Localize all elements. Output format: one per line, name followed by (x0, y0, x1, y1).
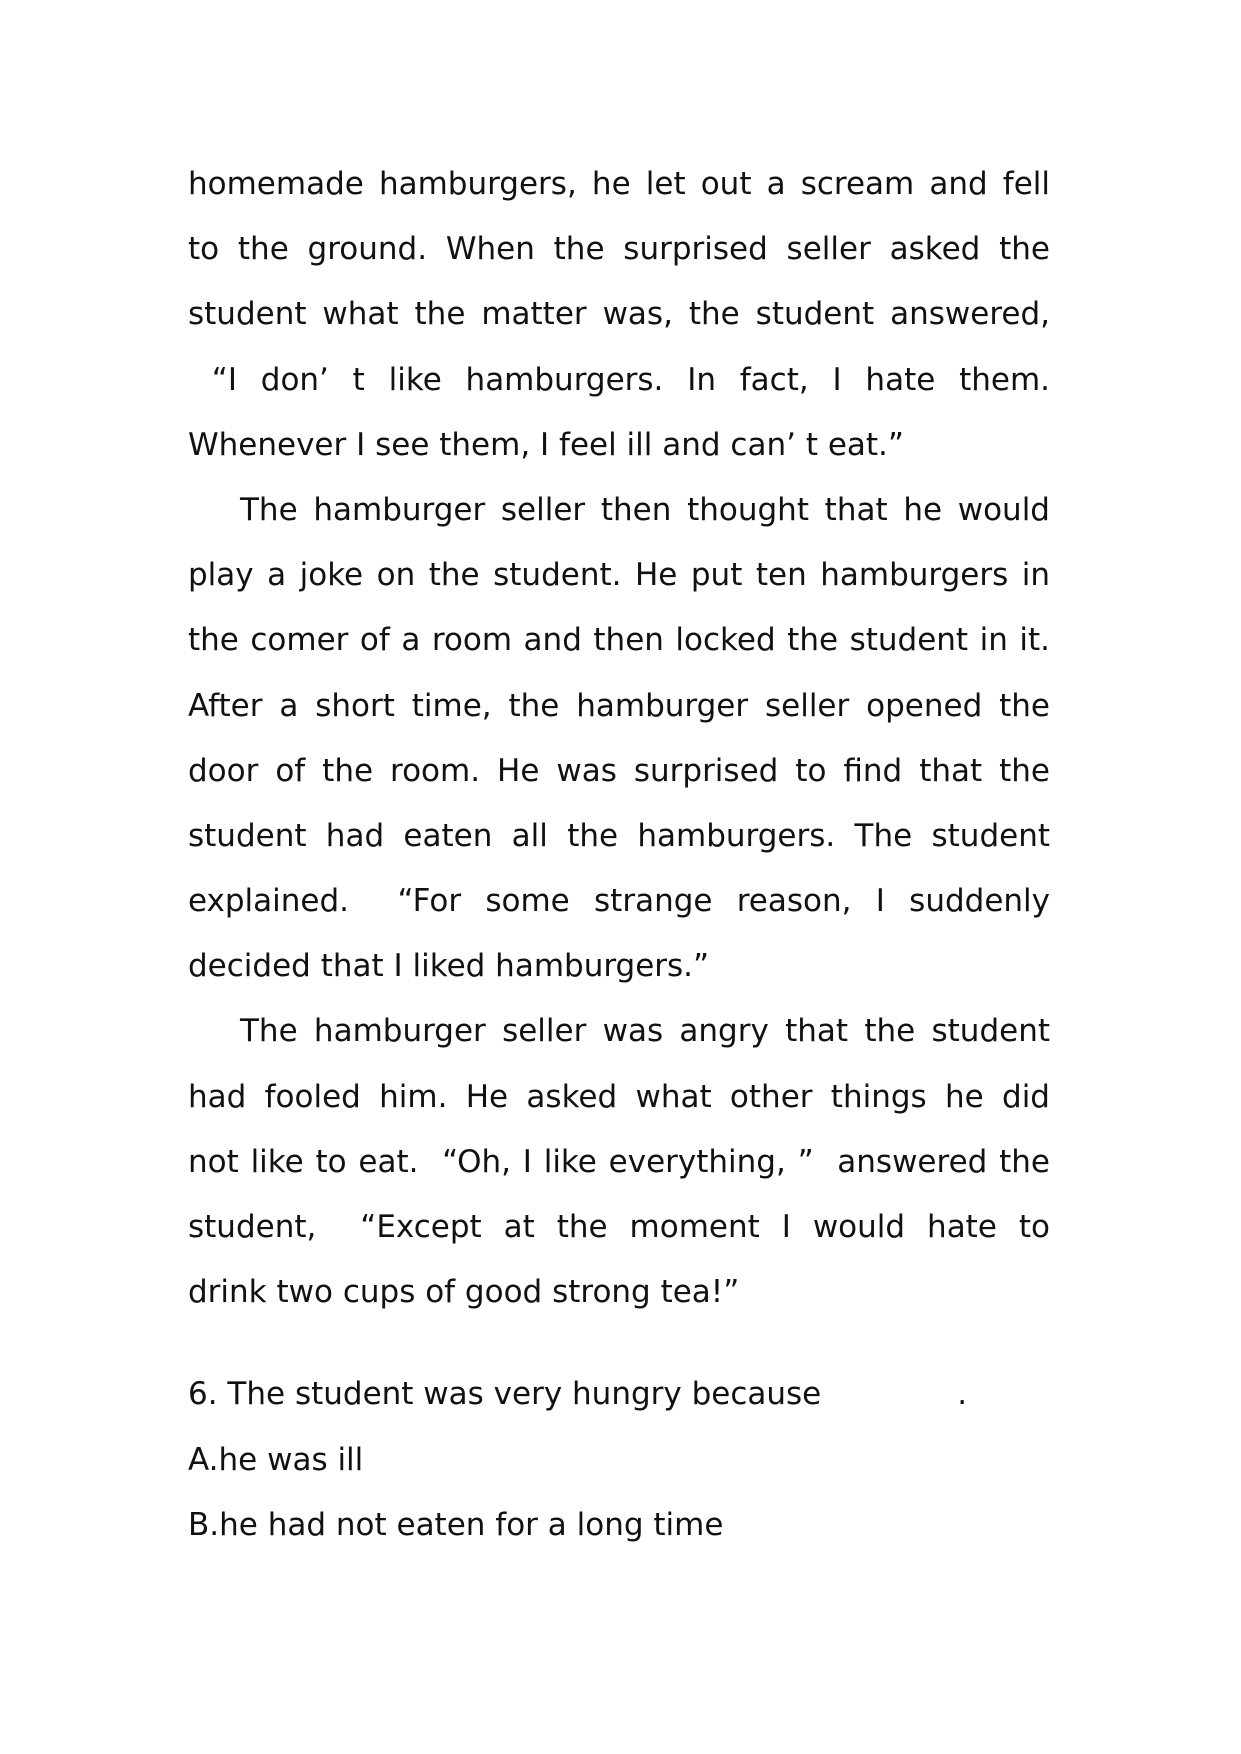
passage-line: decided that I liked hamburgers.” (188, 948, 710, 985)
passage (188, 152, 1050, 1325)
passage-line: student had eaten all the hamburgers. The student (188, 817, 1050, 854)
question-stem-end: . (957, 1376, 968, 1412)
passage-line: student what the matter was, the student answered, (188, 296, 1050, 333)
passage-line: door of the room. He was surprised to find that the (188, 752, 1050, 789)
question-stem: 6. The student was very hungry because (188, 1376, 822, 1412)
passage-line: student, “Except at the moment I would hate to (188, 1209, 1050, 1245)
passage-line: drink two cups of good strong tea!” (188, 1274, 740, 1311)
option-b: B.he had not eaten for a long time (188, 1507, 724, 1543)
passage-line: had fooled him. He asked what other things he did (188, 1078, 1050, 1115)
option-a: A.he was ill (188, 1441, 364, 1478)
passage-line: The hamburger seller then thought that he would (240, 491, 1050, 528)
passage-line: “I don’ t like hamburgers. In fact, I hate them. (188, 361, 1050, 398)
passage-line: The hamburger seller was angry that the student (240, 1013, 1050, 1050)
question-6 (188, 1362, 1050, 1559)
question-stem-line (188, 1362, 1050, 1428)
passage-line: homemade hamburgers, he let out a scream and fell (188, 166, 1050, 202)
passage-line: explained. “For some strange reason, I suddenly (188, 883, 1050, 920)
passage-line: Whenever I see them, I feel ill and can’ t eat.” (188, 426, 904, 463)
passage-line: to the ground. When the surprised seller asked the (188, 231, 1050, 268)
passage-line: After a short time, the hamburger seller opened the (188, 687, 1050, 724)
passage-line: play a joke on the student. He put ten hamburgers in (188, 557, 1050, 594)
passage-line: the comer of a room and then locked the student in it. (188, 622, 1050, 659)
passage-line: not like to eat. “Oh, I like everything, ” answered the (188, 1143, 1050, 1180)
